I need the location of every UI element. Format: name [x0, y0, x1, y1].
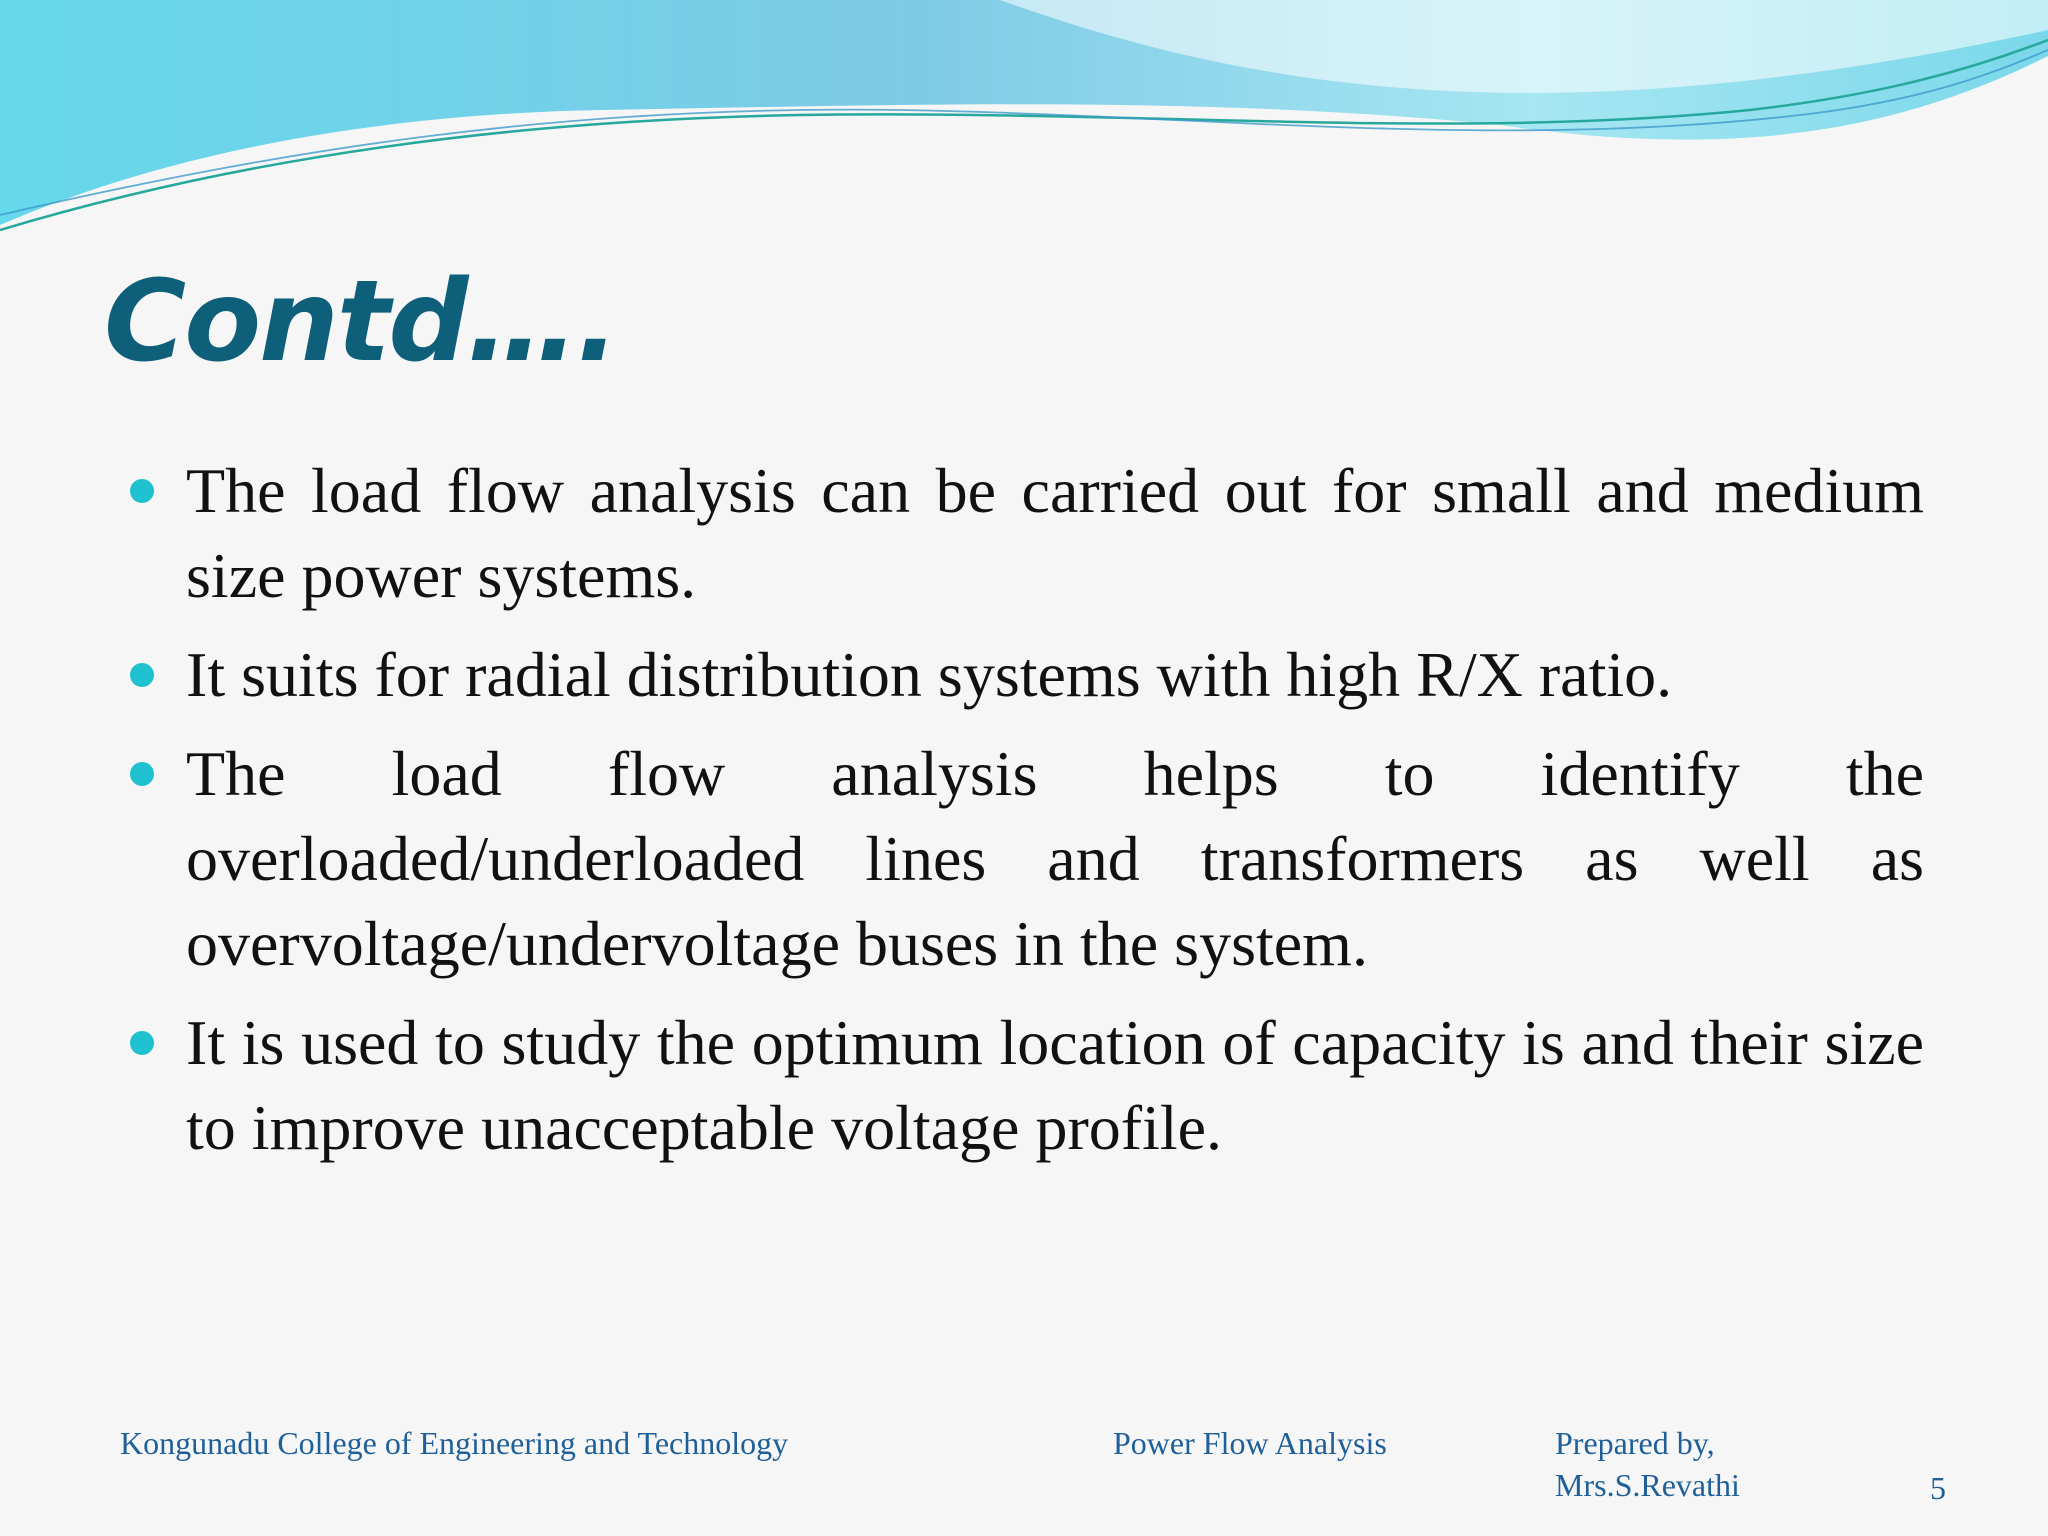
bullet-text: It is used to study the optimum location of capacity is and their size to improve unacceptable voltage profile. [186, 1007, 1924, 1163]
footer-topic: Power Flow Analysis [1113, 1425, 1387, 1461]
bullet-dot-icon [130, 1031, 154, 1055]
page-number: 5 [1930, 1470, 1946, 1506]
bullet-text: The load flow analysis helps to identify the overloaded/underloaded lines and transformers as well as overvoltage/undervoltage buses in the system. [186, 738, 1924, 979]
bullet-dot-icon [130, 762, 154, 786]
bullet-item [128, 1000, 1924, 1170]
bullet-item [128, 731, 1924, 986]
footer-author-line-1: Prepared by, [1555, 1425, 1715, 1461]
bullet-list [128, 448, 1924, 1184]
header-wave-decoration [0, 0, 2048, 240]
bullet-item [128, 632, 1924, 717]
footer-college: Kongunadu College of Engineering and Technology [120, 1425, 789, 1461]
bullet-dot-icon [130, 479, 154, 503]
bullet-dot-icon [130, 663, 154, 687]
footer-author [1555, 1422, 1740, 1506]
bullet-item [128, 448, 1924, 618]
footer-author-line-2: Mrs.S.Revathi [1555, 1467, 1740, 1503]
slide-title: Contd…. [104, 257, 618, 387]
bullet-text: It suits for radial distribution systems with high R/X ratio. [186, 639, 1673, 710]
bullet-text: The load flow analysis can be carried out for small and medium size power systems. [186, 455, 1924, 611]
